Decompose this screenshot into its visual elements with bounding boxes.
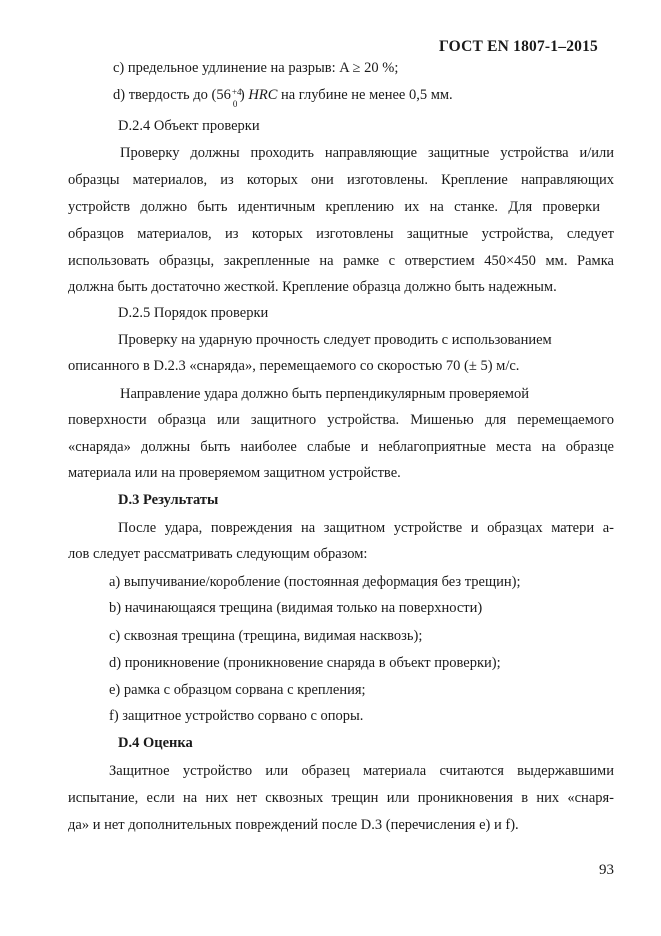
section-heading: D.2.4 Объект проверки — [118, 118, 260, 134]
paragraph-line: После удара, повреждения на защитном устройстве и образцах матери а- — [118, 520, 614, 536]
paragraph-line: описанного в D.2.3 «снаряда», перемещаемого со скоростью 70 (± 5) м/с. — [68, 358, 520, 374]
list-item: c) предельное удлинение на разрыв: A ≥ 20 %; — [113, 60, 399, 76]
list-item: d) твердость до (56 +4 0 ) HRC на глубине не менее 0,5 мм. — [113, 86, 453, 109]
paragraph-line: Направление удара должно быть перпендикулярным проверяемой — [120, 386, 529, 402]
section-heading: D.3 Результаты — [118, 492, 219, 508]
list-item: d) проникновение (проникновение снаряда в объект проверки); — [109, 655, 501, 671]
paragraph-line: использовать образцы, закрепленные на рамке с отверстием 450×450 мм. Рамка — [68, 253, 614, 269]
section-heading: D.4 Оценка — [118, 735, 193, 751]
section-heading: D.2.5 Порядок проверки — [118, 305, 269, 321]
paragraph-line: Защитное устройство или образец материала считаются выдержавшими — [109, 763, 614, 779]
paragraph-line: поверхности образца или защитного устройства. Мишенью для перемещаемого — [68, 412, 614, 428]
tolerance-fraction: +4 0 — [231, 86, 242, 109]
paragraph-line: должна быть достаточно жесткой. Крепление образца должно быть надежным. — [68, 279, 557, 295]
paragraph-line: устройств должно быть идентичным креплению их на станке. Для проверки — [68, 199, 600, 215]
paragraph-line: образцы материалов, из которых они изготовлены. Крепление направляющих — [68, 172, 614, 188]
paragraph-line: испытание, если на них нет сквозных трещин или проникновения в них «снаря- — [68, 790, 614, 806]
paragraph-line: образцов материалов, из которых изготовлены защитные устройства, следует — [68, 226, 614, 242]
paragraph-line: материала или на проверяемом защитном устройстве. — [68, 465, 401, 481]
list-item: b) начинающаяся трещина (видимая только на поверхности) — [109, 600, 483, 616]
paragraph-line: «снаряда» должны быть наиболее слабые и неблагоприятные места на образце — [68, 439, 614, 455]
list-item: a) выпучивание/коробление (постоянная деформация без трещин); — [109, 574, 521, 590]
document-header: ГОСТ EN 1807-1–2015 — [439, 38, 598, 55]
page-number: 93 — [599, 862, 614, 878]
list-item: f) защитное устройство сорвано с опоры. — [109, 708, 364, 724]
list-item: e) рамка с образцом сорвана с крепления; — [109, 682, 366, 698]
paragraph-line: Проверку на ударную прочность следует проводить с использованием — [118, 332, 552, 348]
paragraph-line: лов следует рассматривать следующим образом: — [68, 546, 368, 562]
list-item: c) сквозная трещина (трещина, видимая насквозь); — [109, 628, 423, 644]
paragraph-line: Проверку должны проходить направляющие защитные устройства и/или — [120, 145, 614, 161]
paragraph-line: да» и нет дополнительных повреждений после D.3 (перечисления е) и f). — [68, 817, 519, 833]
